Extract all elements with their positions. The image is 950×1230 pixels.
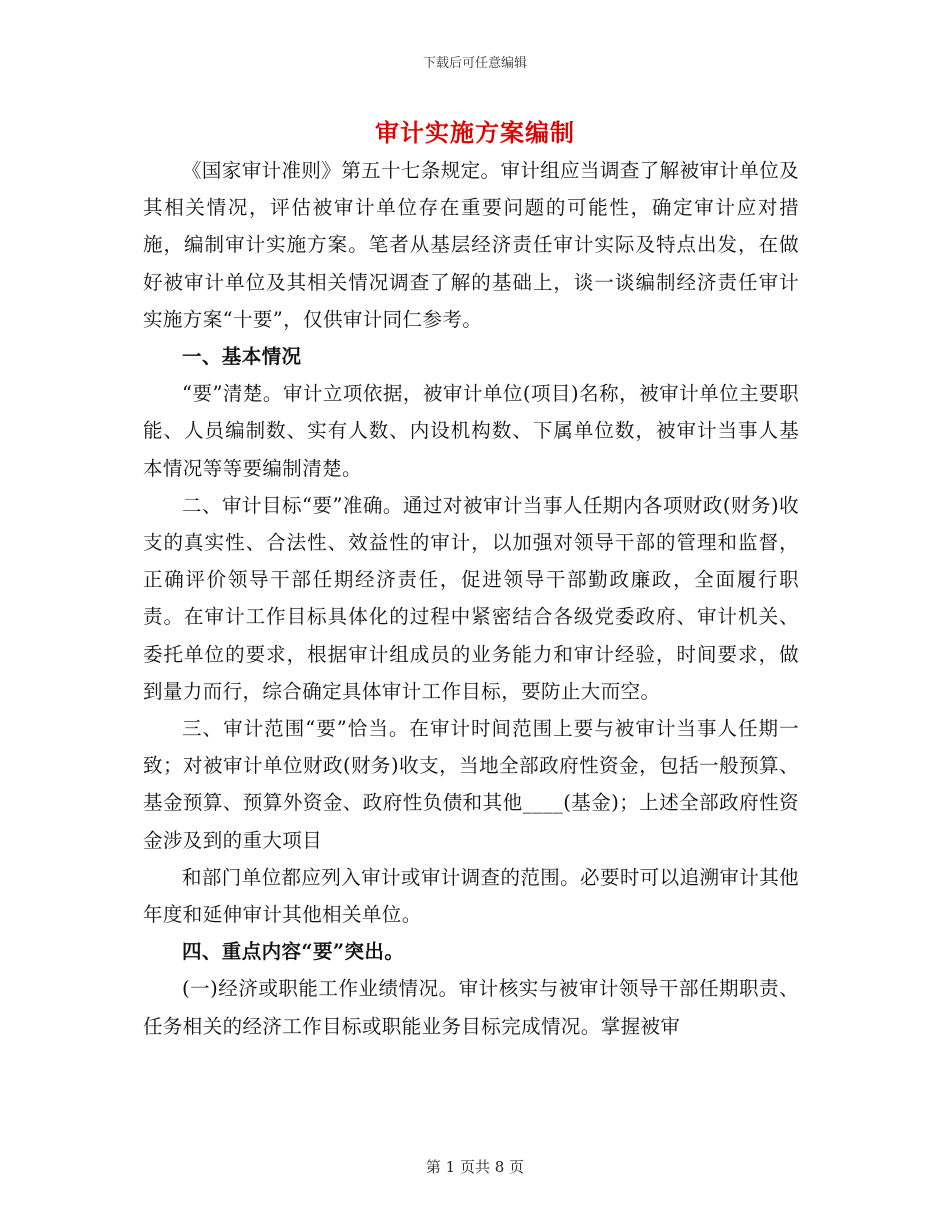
document-title: 审计实施方案编制	[375, 118, 575, 147]
section-heading-basic-info: 一、基本情况	[182, 345, 302, 369]
paragraph-performance: (一)经济或职能工作业绩情况。审计核实与被审计领导干部任期职责、任务相关的经济工作目标或职能业务目标完成情况。掌握被审	[143, 977, 799, 1038]
header-note: 下载后可任意编辑	[422, 56, 527, 71]
page-number: 第 1 页共 8 页	[425, 1158, 525, 1176]
paragraph-basic-info: “要”清楚。审计立项依据，被审计单位(项目)名称，被审计单位主要职能、人员编制数、实有人数、内设机构数、下属单位数，被审计当事人基本情况等等要编制清楚。	[143, 382, 799, 480]
paragraph-audit-goal: 二、审计目标“要”准确。通过对被审计当事人任期内各项财政(财务)收支的真实性、合法性、效益性的审计，以加强对领导干部的管理和监督，正确评价领导干部任期经济责任，促进领导干部勤政廉政，全面履行职责。在审计工作目标具体化的过程中紧密结合各级党委政府、审计机关、委托单位的要求，根据审计组成员的业务能力和审计经验，时间要求，做到量力而行，综合确定具体审计工作目标，要防止大而空。	[143, 493, 799, 703]
paragraph-intro: 《国家审计准则》第五十七条规定。审计组应当调查了解被审计单位及其相关情况，评估被审计单位存在重要问题的可能性，确定审计应对措施，编制审计实施方案。笔者从基层经济责任审计实际及特点出发，在做好被审计单位及其相关情况调查了解的基础上，谈一谈编制经济责任审计实施方案“十要”，仅供审计同仁参考。	[143, 159, 799, 331]
paragraph-audit-scope-cont: 和部门单位都应列入审计或审计调查的范围。必要时可以追溯审计其他年度和延伸审计其他相关单位。	[143, 865, 799, 927]
section-heading-key-content: 四、重点内容“要”突出。	[182, 940, 405, 964]
paragraph-audit-scope: 三、审计范围“要”恰当。在审计时间范围上要与被审计当事人任期一致；对被审计单位财政(财务)收支，当地全部政府性资金，包括一般预算、基金预算、预算外资金、政府性负债和其他____(基金)；上述全部政府性资金涉及到的重大项目	[143, 717, 799, 852]
document-body	[143, 152, 799, 1045]
